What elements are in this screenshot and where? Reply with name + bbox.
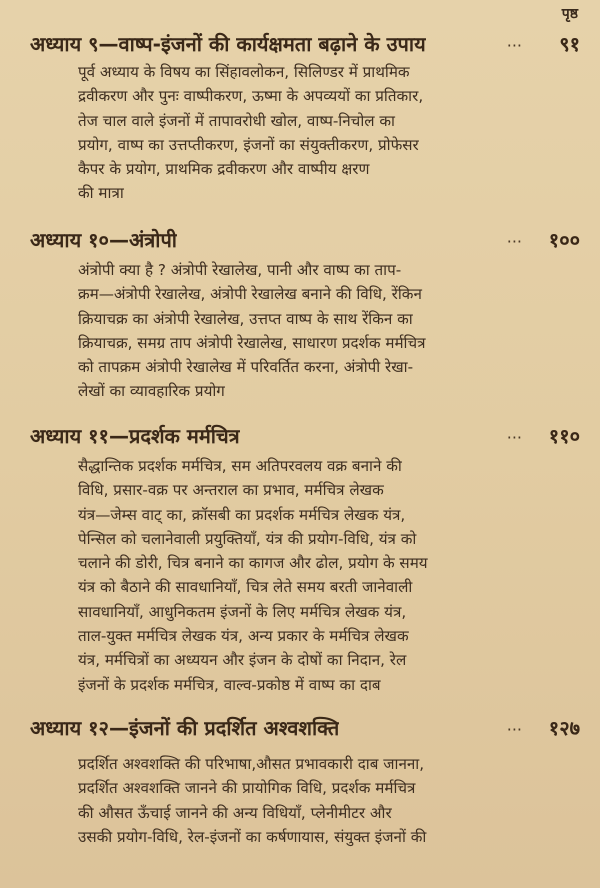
chapter-contents — [78, 60, 578, 206]
chapter-heading — [30, 226, 580, 253]
contents-line: को तापक्रम अंत्रोपी रेखालेख में परिवर्तित करना, अंत्रोपी रेखा- — [78, 358, 414, 377]
contents-line: की मात्रा — [78, 184, 124, 203]
leader-dots: ··· — [506, 232, 522, 251]
contents-line: यंत्र को बैठाने की सावधानियाँ, चित्र लेते समय बरती जानेवाली — [78, 578, 413, 597]
leader-dots: ··· — [506, 428, 522, 447]
contents-line: विधि, प्रसार-वक्र पर अन्तराल का प्रभाव, मर्मचित्र लेखक — [78, 481, 384, 500]
contents-line: तेज चाल वाले इंजनों में तापावरोधी खोल, वाष्प-निचोल का — [78, 111, 395, 130]
chapter-heading — [30, 422, 580, 449]
chapter-title: अध्याय ११—प्रदर्शक मर्मचित्र — [30, 424, 240, 448]
leader-dots: ··· — [506, 36, 522, 55]
contents-line: पेन्सिल को चलानेवाली प्रयुक्तियाँ, यंत्र की प्रयोग-विधि, यंत्र को — [78, 529, 417, 548]
chapter-page-number: १०० — [548, 228, 580, 252]
chapter-page-number: १२७ — [548, 716, 580, 740]
contents-line: उसकी प्रयोग-विधि, रेल-इंजनों का कर्षणायास, संयुक्त इंजनों की — [78, 827, 427, 846]
chapter-heading — [30, 714, 580, 741]
contents-line: कैपर के प्रयोग, प्राथमिक द्रवीकरण और वाष्पीय क्षरण — [78, 160, 370, 179]
contents-line: चलाने की डोरी, चित्र बनाने का कागज और ढोल, प्रयोग के समय — [78, 554, 428, 573]
contents-line: द्रवीकरण और पुनः वाष्पीकरण, ऊष्मा के अपव्ययों का प्रतिकार, — [78, 87, 424, 106]
contents-line: इंजनों के प्रदर्शक मर्मचित्र, वाल्व-प्रकोष्ठ में वाष्प का दाब — [78, 675, 381, 694]
contents-line: ताल-युक्त मर्मचित्र लेखक यंत्र, अन्य प्रकार के मर्मचित्र लेखक — [78, 627, 409, 646]
leader-dots: ··· — [506, 720, 522, 739]
chapter-contents — [78, 258, 578, 404]
chapter-title: अध्याय ९—वाष्प-इंजनों की कार्यक्षमता बढ़ाने के उपाय — [30, 32, 426, 56]
chapter-title: अध्याय १०—अंत्रोपी — [30, 228, 177, 252]
contents-line: की औसत ऊँचाई जानने की अन्य विधियाँ, प्लेनीमीटर और — [78, 803, 392, 822]
chapter-heading — [30, 30, 580, 57]
contents-line: सावधानियाँ, आधुनिकतम इंजनों के लिए मर्मचित्र लेखक यंत्र, — [78, 602, 407, 621]
chapter-page-number: ९१ — [559, 32, 580, 56]
contents-line: लेखों का व्यावहारिक प्रयोग — [78, 382, 225, 401]
contents-line: सैद्धान्तिक प्रदर्शक मर्मचित्र, सम अतिपरवलय वक्र बनाने की — [78, 457, 402, 475]
contents-line: यंत्र, मर्मचित्रों का अध्ययन और इंजन के दोषों का निदान, रेल — [78, 651, 407, 670]
contents-line: क्रियाचक्र, समग्र ताप अंत्रोपी रेखालेख, साधारण प्रदर्शक मर्मचित्र — [78, 333, 426, 352]
chapter-title: अध्याय १२—इंजनों की प्रदर्शित अश्वशक्ति — [30, 716, 340, 740]
chapter-page-number: ११० — [548, 424, 580, 448]
contents-line: अंत्रोपी क्या है ? अंत्रोपी रेखालेख, पानी और वाष्प का ताप- — [78, 261, 402, 279]
page-column-label: पृष्ठ — [561, 6, 578, 22]
contents-line: प्रदर्शित अश्वशक्ति की परिभाषा,औसत प्रभावकारी दाब जानना, — [78, 755, 425, 773]
chapter-contents — [78, 752, 578, 849]
contents-line: पूर्व अध्याय के विषय का सिंहावलोकन, सिलिण्डर में प्राथमिक — [78, 63, 410, 81]
contents-line: प्रदर्शित अश्वशक्ति जानने की प्रायोगिक विधि, प्रदर्शक मर्मचित्र — [78, 779, 416, 798]
contents-line: यंत्र—जेम्स वाट् का, क्रॉसबी का प्रदर्शक मर्मचित्र लेखक यंत्र, — [78, 505, 406, 524]
chapter-contents — [78, 454, 578, 697]
contents-line: क्रम—अंत्रोपी रेखालेख, अंत्रोपी रेखालेख बनाने की विधि, रेंकिन — [78, 285, 422, 304]
contents-line: प्रयोग, वाष्प का उत्तप्तीकरण, इंजनों का संयुक्तीकरण, प्रोफेसर — [78, 135, 419, 154]
contents-line: क्रियाचक्र का अंत्रोपी रेखालेख, उत्तप्त वाष्प के साथ रेंकिन का — [78, 309, 413, 328]
